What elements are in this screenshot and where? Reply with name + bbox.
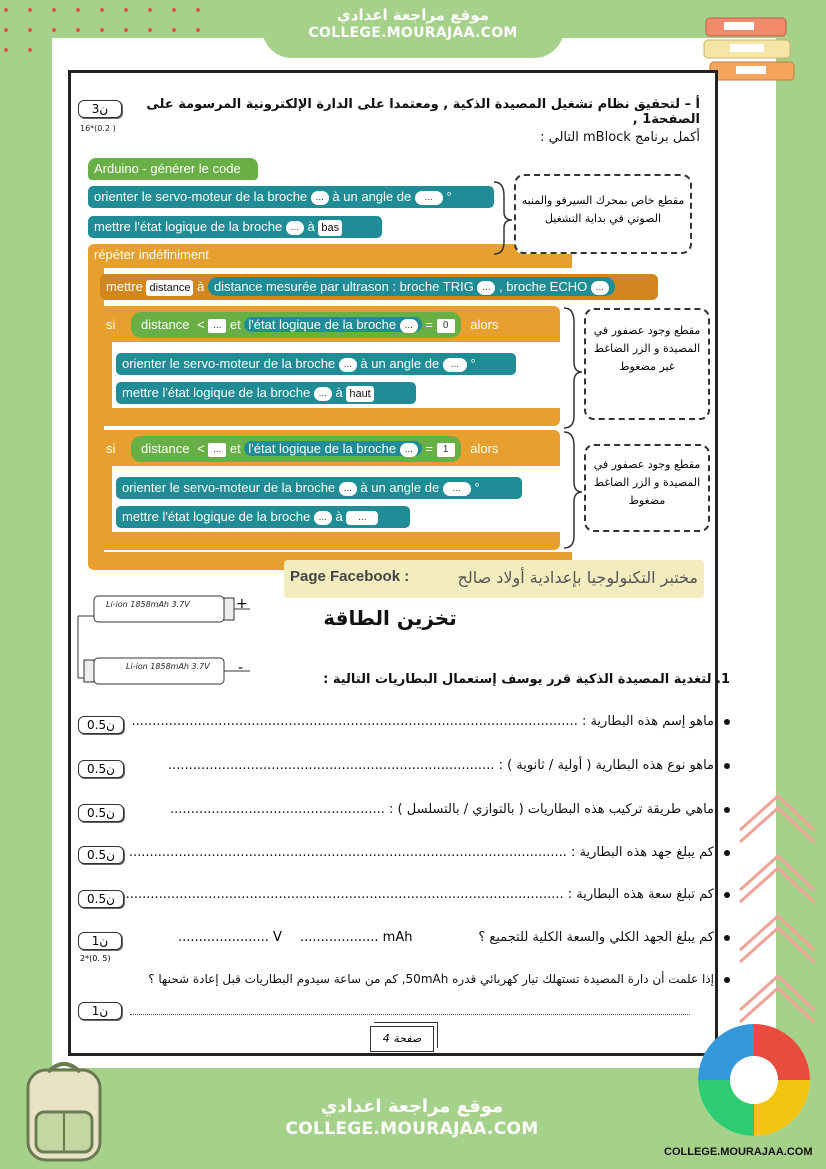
block-servo-3 xyxy=(116,477,522,499)
backpack-icon xyxy=(14,1054,114,1164)
echo-label: , broche ECHO xyxy=(499,279,588,294)
q1-total-text: كم يبلغ الجهد الكلي والسعة الكلية للتجميع ؟ xyxy=(478,930,714,945)
servo-2-angle-slot[interactable]: ... xyxy=(443,358,467,372)
block-servo-2 xyxy=(116,353,516,375)
q1-last-answer-line xyxy=(130,1014,690,1015)
section-a-instruction-2: أكمل برنامج mBlock التالي : xyxy=(540,130,700,145)
block-repeat-label: répéter indéfiniment xyxy=(94,247,209,262)
if-2-si: si xyxy=(106,441,116,456)
block-set-distance xyxy=(100,274,658,300)
facebook-banner xyxy=(284,560,704,598)
if-1-dist-slot[interactable]: ... xyxy=(208,319,226,333)
q1-total-note: 2*(0. 5) xyxy=(80,954,111,963)
note-bird-not-pressed: مقطع وجود عصفور في المصيدة و الزر الضاغط غير مضغوط xyxy=(584,308,710,420)
servo-3-angle-slot[interactable]: ... xyxy=(443,482,471,496)
q1-item-4 xyxy=(129,845,730,860)
echo-slot[interactable]: ... xyxy=(591,281,609,295)
q1-last-score: 1ن xyxy=(78,1002,122,1020)
chevron-decoration-icon xyxy=(730,790,816,1040)
facebook-text: مختبر التكنولوجيا بإعدادية أولاد صالح xyxy=(457,568,698,587)
if-2-condition xyxy=(131,436,461,462)
if-1-et: et xyxy=(229,317,241,332)
q1-item-4-text: كم يبلغ جهد هذه البطارية : .......................................................................................................... xyxy=(128,845,714,860)
bullet-icon xyxy=(724,763,730,769)
q1-item-5-score: 0.5ن xyxy=(78,890,124,908)
q1-item-4-score: 0.5ن xyxy=(78,846,124,864)
q1-item-2-text: ماهو نوع هذه البطارية ( أولية / ثانوية ) : ............................................................................... xyxy=(168,758,714,773)
site-url-top[interactable]: COLLEGE.MOURAJAA.COM xyxy=(308,25,518,41)
block-logic-3-label: mettre l'état logique de la broche xyxy=(122,509,311,524)
section-a-score: 3ن xyxy=(78,100,122,118)
block-servo-2-angle-label: à un angle de xyxy=(360,356,440,371)
facebook-label: Page Facebook : xyxy=(290,568,410,585)
battery-plus: + xyxy=(236,596,248,612)
if-2-etat-label: l'état logique de la broche xyxy=(248,441,397,456)
set-label: mettre xyxy=(106,279,143,294)
block-hat xyxy=(88,158,258,180)
if-2-etat-slot[interactable]: ... xyxy=(400,443,418,457)
block-servo-1-angle-label: à un angle de xyxy=(332,189,412,204)
if-2-et: et xyxy=(229,441,241,456)
site-url-bottom[interactable]: COLLEGE.MOURAJAA.COM xyxy=(285,1119,539,1139)
if-2-eq: = xyxy=(425,441,433,456)
if-1-val[interactable]: 0 xyxy=(437,319,455,333)
ultrason-reporter xyxy=(208,277,615,296)
top-banner xyxy=(262,0,564,58)
block-logic-2 xyxy=(116,382,416,404)
note-bird-pressed: مقطع وجود عصفور في المصيدة و الزر الضاغط مضغوط xyxy=(584,444,710,532)
block-servo-1-label: orienter le servo-moteur de la broche xyxy=(94,189,308,204)
q1-total xyxy=(478,930,730,945)
degree-symbol: ° xyxy=(446,189,452,204)
if-2-lt: < xyxy=(197,441,205,456)
if-2-distance: distance xyxy=(137,441,193,456)
if-1-etat-label: l'état logique de la broche xyxy=(248,317,397,332)
servo-1-angle-slot[interactable]: ... xyxy=(415,191,443,205)
page-label-box xyxy=(370,1026,434,1052)
degree-symbol-2: ° xyxy=(470,356,476,371)
q1-item-3 xyxy=(170,802,730,817)
battery-2-label: Li-ion 1858mAh 3.7V xyxy=(126,662,210,671)
if-1-condition xyxy=(131,312,461,338)
if-2-etat xyxy=(244,441,421,456)
trig-slot[interactable]: ... xyxy=(477,281,495,295)
bottom-banner xyxy=(262,1074,562,1169)
q1-intro: 1. لتغدية المصيدة الذكية قرر يوسف إستعمال البطاريات التالية : xyxy=(323,672,730,687)
q1-item-5 xyxy=(126,887,730,902)
section-a-score-note: 16*(0.2 ) xyxy=(80,124,116,133)
block-logic-1 xyxy=(88,216,382,238)
degree-symbol-3: ° xyxy=(474,480,480,495)
block-logic-1-label: mettre l'état logique de la broche xyxy=(94,219,283,234)
q1-total-score: 1ن xyxy=(78,932,122,950)
note-braces-2 xyxy=(562,306,586,556)
q1-last-text: إذا علمت أن دارة المصيدة تستهلك تيار كهربائي قدره 50mAh, كم من ساعة سيدوم البطاريات قبل إعادة شحنها ؟ xyxy=(148,972,714,986)
q1-item-1 xyxy=(132,714,730,729)
if-2-dist-slot[interactable]: ... xyxy=(208,443,226,457)
q1-item-5-text: كم تبلغ سعة هذه البطارية : .......................................................................................................... xyxy=(125,887,714,902)
site-name-top: موقع مراجعة اعدادي xyxy=(337,6,489,24)
logo-url[interactable]: COLLEGE.MOURAJAA.COM xyxy=(664,1146,813,1158)
if-1-lt: < xyxy=(197,317,205,332)
q1-item-2-score: 0.5ن xyxy=(78,760,124,778)
battery-minus: - xyxy=(238,660,244,676)
servo-2-pin-slot[interactable]: ... xyxy=(339,358,357,372)
page-label: صفحة 4 xyxy=(382,1032,422,1045)
q1-item-1-text: ماهو إسم هذه البطارية : ............................................................................................................ xyxy=(131,714,714,729)
q1-item-3-text: ماهي طريقة تركيب هذه البطاريات ( بالتوازي / بالتسلسل ) : .................................................... xyxy=(170,802,714,817)
block-logic-1-a: à xyxy=(307,219,315,234)
set-a-label: à xyxy=(197,279,205,294)
if-1-distance: distance xyxy=(137,317,193,332)
logic-3-value-slot[interactable]: ... xyxy=(346,511,378,525)
block-hat-label: Arduino - générer le code xyxy=(94,161,241,176)
q1-v: V ...................... xyxy=(178,930,282,945)
bullet-icon xyxy=(724,719,730,725)
section-title: تخزين الطاقة xyxy=(323,606,457,630)
note-servo-buzzer: مقطع خاص بمحرك السيرفو والمنبه الصوتي في بداية التشغيل xyxy=(514,174,692,254)
if-1-etat xyxy=(244,317,421,332)
q1-last xyxy=(148,972,730,986)
block-servo-3-angle-label: à un angle de xyxy=(360,480,440,495)
site-name-bottom: موقع مراجعة اعدادي xyxy=(320,1096,504,1117)
servo-3-pin-slot[interactable]: ... xyxy=(339,482,357,496)
distance-var-dropdown[interactable]: distance xyxy=(146,280,193,296)
block-logic-3 xyxy=(116,506,410,528)
servo-1-pin-slot[interactable]: ... xyxy=(311,191,329,205)
block-servo-3-label: orienter le servo-moteur de la broche xyxy=(122,480,336,495)
block-logic-2-label: mettre l'état logique de la broche xyxy=(122,385,311,400)
if-2-val[interactable]: 1 xyxy=(437,443,455,457)
section-a-instruction-1: أ – لتحقيق نظام تشغيل المصيدة الذكية , ومعتمدا على الدارة الإلكترونية المرسومة على الصفحة1 , xyxy=(146,97,700,127)
battery-1-label: Li-ion 1858mAh 3.7V xyxy=(106,600,190,609)
block-logic-3-a: à xyxy=(335,509,343,524)
block-servo-1 xyxy=(88,186,494,208)
q1-item-3-score: 0.5ن xyxy=(78,804,124,822)
block-logic-2-a: à xyxy=(335,385,343,400)
if-1-si: si xyxy=(106,317,116,332)
logic-1-pin-slot[interactable]: ... xyxy=(286,221,304,235)
q1-mah: mAh ................... xyxy=(300,930,413,945)
q1-item-1-score: 0.5ن xyxy=(78,716,124,734)
q1-item-2 xyxy=(168,758,730,773)
site-logo-icon xyxy=(690,1020,820,1140)
logic-1-dropdown[interactable]: bas xyxy=(318,220,342,236)
if-1-alors: alors xyxy=(470,317,499,332)
if-1-etat-slot[interactable]: ... xyxy=(400,319,418,333)
if-1-eq: = xyxy=(425,317,433,332)
ultrason-label: distance mesurée par ultrason : broche TRIG xyxy=(213,279,474,294)
block-servo-2-label: orienter le servo-moteur de la broche xyxy=(122,356,336,371)
if-2-alors: alors xyxy=(470,441,499,456)
logic-3-pin-slot[interactable]: ... xyxy=(314,511,332,525)
logic-2-dropdown[interactable]: haut xyxy=(346,386,373,402)
logic-2-pin-slot[interactable]: ... xyxy=(314,387,332,401)
